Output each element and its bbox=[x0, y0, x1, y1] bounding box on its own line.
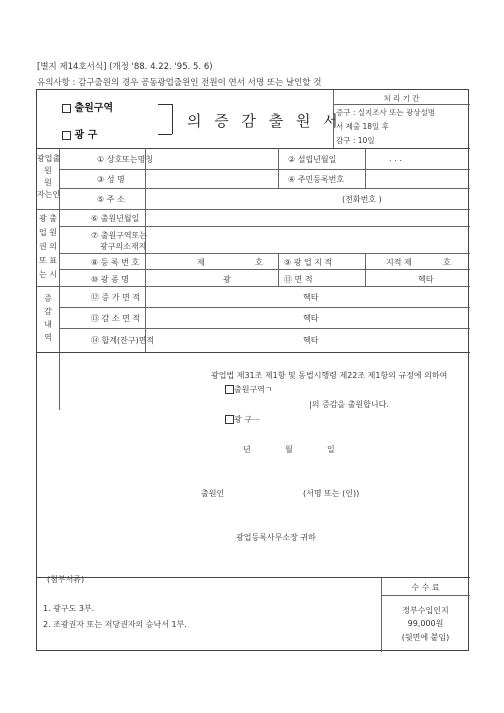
mine-section-label: 광 출 업 원 권 의 또 표 는 시 bbox=[39, 214, 57, 279]
period-line3: 감구 : 10일 bbox=[336, 136, 375, 145]
applicant-label: 출원인 bbox=[201, 489, 225, 498]
option-mine[interactable]: 광 구 bbox=[62, 126, 97, 141]
increase-area-label: ⑫ 증 가 면 적 bbox=[91, 293, 141, 302]
founding-date-value[interactable]: . . . bbox=[389, 154, 402, 163]
divider bbox=[59, 226, 470, 227]
checkbox-mine[interactable] bbox=[62, 131, 71, 140]
checkbox-statement-area[interactable] bbox=[225, 385, 234, 394]
phone-field[interactable]: (전화번호 ) bbox=[342, 195, 382, 204]
location-label-b: 광구의소재지 bbox=[100, 242, 147, 251]
divider bbox=[37, 286, 470, 287]
divider bbox=[37, 352, 470, 353]
date-day[interactable]: 일 bbox=[327, 445, 335, 454]
date-year[interactable]: 년 bbox=[243, 445, 251, 454]
attachments-heading: (첨부서류) bbox=[47, 575, 85, 584]
checkbox-area[interactable] bbox=[62, 104, 71, 113]
resident-number-label: ④ 주민등록번호 bbox=[288, 175, 345, 184]
address-label: ⑤ 주 소 bbox=[97, 195, 125, 204]
application-date-label: ⑥ 출원년월일 bbox=[91, 214, 140, 223]
cadastre-prefix: 지적 제 bbox=[386, 258, 412, 267]
statement-line: 광업법 제31조 제1항 및 동법시행령 제22조 제1항의 규정에 의하여 bbox=[211, 371, 448, 380]
total-area-label: ⑭ 합계(잔구)면적 bbox=[91, 336, 155, 345]
increase-area-unit: 헥타 bbox=[303, 293, 319, 302]
area-unit: 헥타 bbox=[418, 275, 434, 284]
bracket bbox=[158, 104, 172, 105]
divider bbox=[37, 209, 470, 210]
business-name-label: ① 상호또는명칭 bbox=[97, 155, 154, 164]
period-line1: 증구 : 실지조사 또는 광상설명 bbox=[336, 108, 436, 117]
founding-date-label: ② 설립년월일 bbox=[288, 155, 337, 164]
decrease-area-label: ⑬ 감 소 면 적 bbox=[91, 314, 141, 323]
divider bbox=[333, 104, 470, 105]
attachment-item-2: 2. 조광권자 또는 저당권자의 승낙서 1부. bbox=[43, 620, 187, 629]
divider bbox=[59, 307, 470, 308]
signature-field[interactable]: (서명 또는 (인)) bbox=[303, 489, 360, 498]
date-month[interactable]: 월 bbox=[285, 445, 293, 454]
decrease-area-unit: 헥타 bbox=[303, 314, 319, 323]
divider bbox=[59, 253, 470, 254]
name-label: ③ 성 명 bbox=[97, 175, 125, 184]
attachment-item-1: 1. 광구도 3부. bbox=[43, 604, 95, 613]
option-area[interactable]: 출원구역 bbox=[62, 99, 113, 114]
divider bbox=[278, 253, 279, 286]
total-area-unit: 헥타 bbox=[303, 336, 319, 345]
mineral-name-label: ⑩ 광 종 명 bbox=[91, 275, 129, 284]
bracket bbox=[172, 104, 173, 134]
divider bbox=[365, 148, 366, 188]
fee-label: 수 수 료 bbox=[411, 583, 440, 592]
mineral-suffix: 광 bbox=[223, 275, 231, 284]
statement-body: |의 증감을 출원합니다. bbox=[309, 400, 389, 409]
statement-option-area[interactable]: 출원구역ㄱ bbox=[225, 384, 273, 395]
period-label: 처 리 기 간 bbox=[383, 94, 420, 103]
divider bbox=[59, 169, 470, 170]
statement-option-mine[interactable]: 광 구ᅳ bbox=[225, 414, 260, 425]
divider bbox=[278, 148, 279, 188]
location-label-a: ⑦ 출원구역또는 bbox=[91, 231, 148, 240]
period-line2: 서 제출 18일 후 bbox=[336, 122, 389, 131]
applicant-section-label: 광업출 원 원 자는인 bbox=[37, 154, 61, 199]
mining-cadastre-label: ⑨ 광 업 지 적 bbox=[284, 258, 333, 267]
divider bbox=[59, 188, 470, 189]
divider bbox=[37, 577, 470, 578]
registration-number-label: ⑧ 등 록 번 호 bbox=[91, 258, 140, 267]
notice-text: 유의사항 : 감구출원의 경우 공동광업출원인 전원이 연서 서명 또는 날인할 것 bbox=[37, 78, 322, 88]
fee-note: (뒷면에 붙임) bbox=[401, 633, 450, 642]
divider bbox=[365, 253, 366, 286]
change-section-label: 증 감 내 역 bbox=[44, 294, 52, 342]
divider bbox=[59, 269, 470, 270]
form-number: [별지 제14호서식] (개정 '88. 4.22. '95. 5. 6) bbox=[37, 62, 213, 72]
recipient: 광업등록사무소장 귀하 bbox=[236, 533, 316, 542]
checkbox-statement-mine[interactable] bbox=[225, 415, 234, 424]
bracket bbox=[158, 134, 172, 135]
registration-suffix: 호 bbox=[255, 258, 263, 267]
registration-prefix: 제 bbox=[197, 258, 205, 267]
fee-stamp: 정부수입인지 bbox=[402, 606, 449, 615]
application-form bbox=[36, 89, 469, 651]
fee-amount: 99,000원 bbox=[407, 619, 444, 628]
divider bbox=[59, 328, 470, 329]
divider bbox=[381, 595, 470, 596]
cadastre-suffix: 호 bbox=[443, 258, 451, 267]
form-title: 의 증 감 출 원 서 bbox=[187, 112, 342, 130]
area-label: ⑪ 면 적 bbox=[284, 275, 313, 284]
divider bbox=[37, 148, 470, 149]
